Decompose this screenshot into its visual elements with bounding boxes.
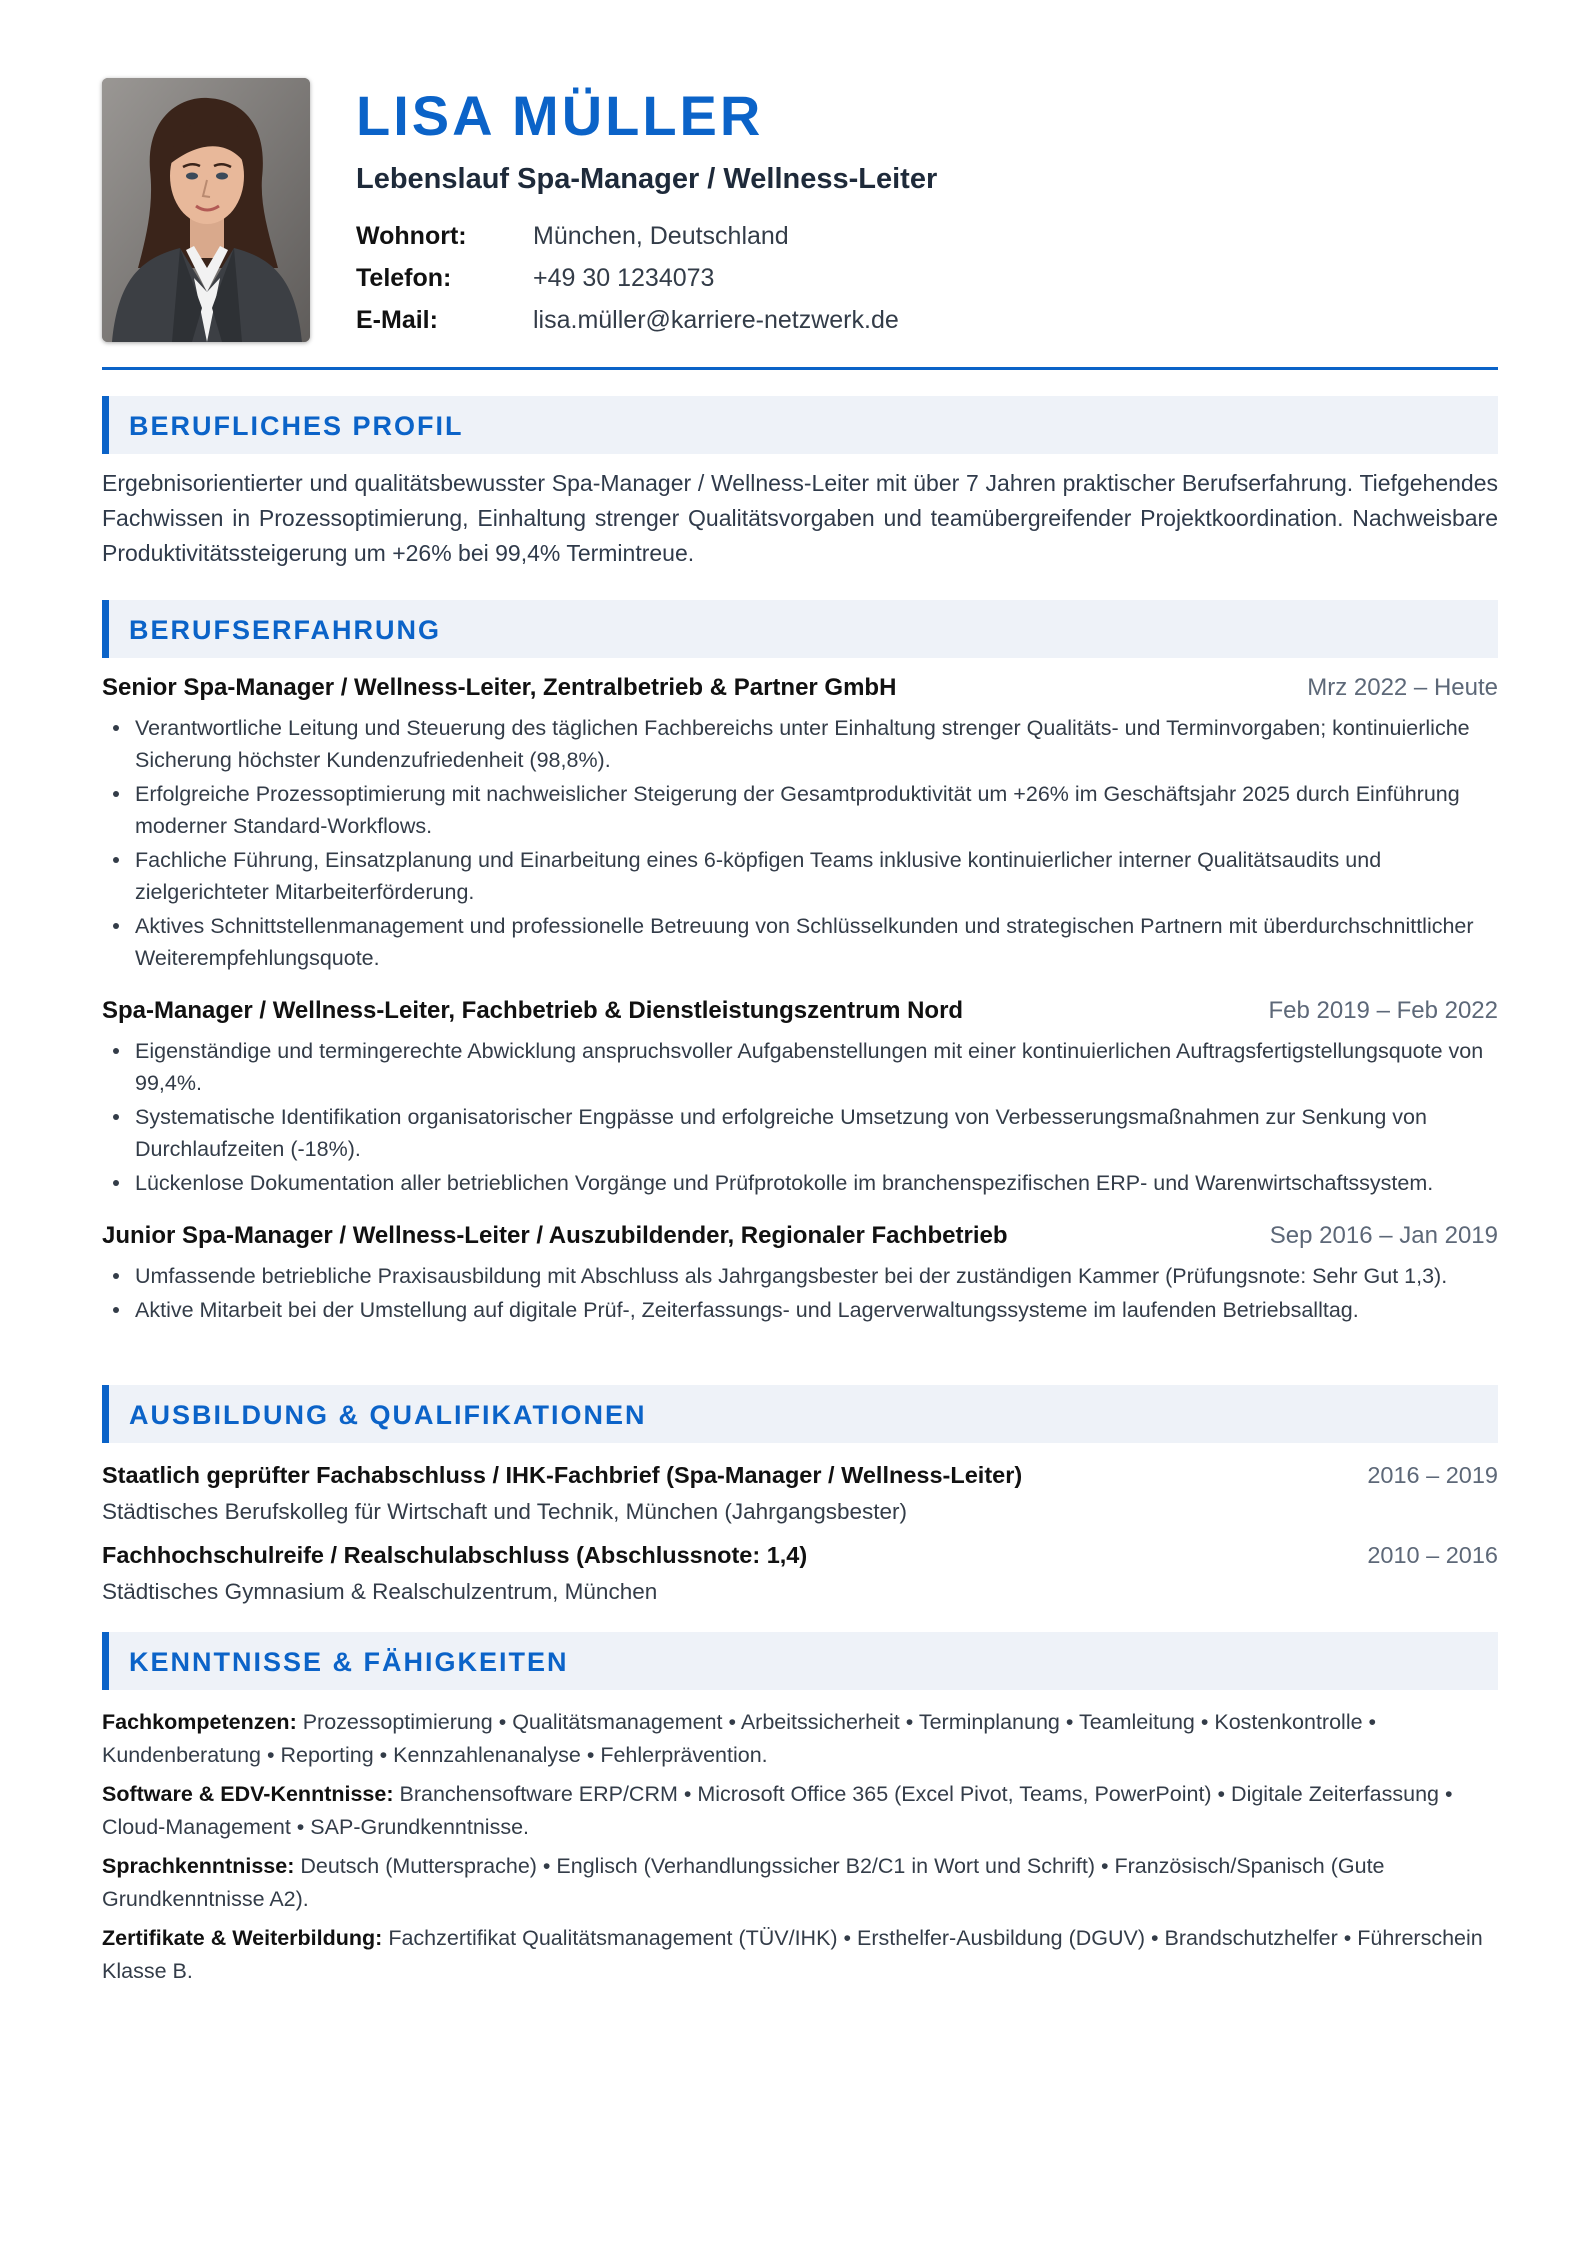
bullet-dot	[113, 1048, 119, 1054]
skill-text: Branchensoftware ERP/CRM • Microsoft Office 365 (Excel Pivot, Teams, PowerPoint) • Digitale Zeiterfassung • Cloud-Management • SAP-Grundkenntnisse.	[102, 1782, 1453, 1839]
education-institution: Städtisches Gymnasium & Realschulzentrum, München	[102, 1579, 658, 1604]
bullet-text: Aktive Mitarbeit bei der Umstellung auf digitale Prüf-, Zeiterfassungs- und Lagerverwaltungssysteme im laufenden Betriebsalltag.	[135, 1298, 1359, 1322]
bullet-dot	[113, 1307, 119, 1313]
bullet-text: Aktives Schnittstellenmanagement und professionelle Betreuung von Schlüsselkunden und strategischen Partnern mit überdurchschnittlicher Weiterempfehlungsquote.	[135, 914, 1474, 970]
contact-label: Telefon:	[356, 264, 452, 292]
job-date: Mrz 2022 – Heute	[1307, 674, 1498, 701]
section-header-experience	[102, 600, 1498, 658]
job-header	[102, 997, 1498, 1031]
skill-label: Zertifikate & Weiterbildung:	[102, 1926, 383, 1950]
job-bullets	[102, 1260, 1498, 1326]
job-title: Senior Spa-Manager / Wellness-Leiter, Zentralbetrieb & Partner GmbH	[102, 674, 897, 701]
bullet-dot	[113, 857, 119, 863]
job-header	[102, 1222, 1498, 1256]
education-title: Fachhochschulreife / Realschulabschluss (Abschlussnote: 1,4)	[102, 1542, 808, 1568]
skill-group	[102, 1922, 1498, 1988]
profile-photo	[102, 78, 310, 342]
bullet-dot	[113, 1114, 119, 1120]
bullet-item	[102, 1294, 1498, 1326]
education-title: Staatlich geprüfter Fachabschluss / IHK-Fachbrief (Spa-Manager / Wellness-Leiter)	[102, 1462, 1023, 1488]
job-entry	[102, 674, 1498, 976]
candidate-name: LISA MÜLLER	[356, 84, 764, 147]
bullet-item	[102, 712, 1498, 776]
skill-label: Software & EDV-Kenntnisse:	[102, 1782, 394, 1806]
job-date: Feb 2019 – Feb 2022	[1268, 997, 1498, 1024]
skill-group	[102, 1706, 1498, 1772]
section-header-education	[102, 1385, 1498, 1443]
skill-group	[102, 1778, 1498, 1844]
education-institution: Städtisches Berufskolleg für Wirtschaft und Technik, München (Jahrgangsbester)	[102, 1499, 907, 1524]
bullet-dot	[113, 923, 119, 929]
bullet-item	[102, 1101, 1498, 1165]
section-header-skills	[102, 1632, 1498, 1690]
skill-text: Fachzertifikat Qualitätsmanagement (TÜV/IHK) • Ersthelfer-Ausbildung (DGUV) • Brandschutzhelfer • Führerschein Klasse B.	[102, 1926, 1483, 1983]
bullet-dot	[113, 791, 119, 797]
bullet-dot	[113, 1273, 119, 1279]
bullet-dot	[113, 1180, 119, 1186]
bullet-item	[102, 1167, 1498, 1199]
bullet-text: Verantwortliche Leitung und Steuerung des täglichen Fachbereichs unter Einhaltung strenger Qualitäts- und Terminvorgaben; kontinuierliche Sicherung höchster Kundenzufriedenheit (98,8%).	[135, 716, 1470, 772]
bullet-text: Eigenständige und termingerechte Abwicklung anspruchsvoller Aufgabenstellungen mit einer kontinuierlichen Auftragsfertigstellungsquote von 99,4%.	[135, 1039, 1484, 1095]
resume-subtitle: Lebenslauf Spa-Manager / Wellness-Leiter	[356, 163, 938, 195]
job-title: Junior Spa-Manager / Wellness-Leiter / Auszubildender, Regionaler Fachbetrieb	[102, 1222, 1008, 1249]
skill-text: Prozessoptimierung • Qualitätsmanagement • Arbeitssicherheit • Terminplanung • Teamleitung • Kostenkontrolle • Kundenberatung • Reporting • Kennzahlenanalyse • Fehlerprävention.	[102, 1710, 1377, 1767]
job-bullets	[102, 712, 1498, 974]
job-bullets	[102, 1035, 1498, 1199]
bullet-item	[102, 1035, 1498, 1099]
bullet-text: Erfolgreiche Prozessoptimierung mit nachweislicher Steigerung der Gesamtproduktivität um +26% im Geschäftsjahr 2025 durch Einführung moderner Standard-Workflows.	[135, 782, 1460, 838]
job-title: Spa-Manager / Wellness-Leiter, Fachbetrieb & Dienstleistungszentrum Nord	[102, 997, 964, 1024]
bullet-item	[102, 778, 1498, 842]
bullet-text: Lückenlose Dokumentation aller betrieblichen Vorgänge und Prüfprotokolle im branchenspezifischen ERP- und Warenwirtschaftssystem.	[135, 1171, 1434, 1195]
section-header-profile	[102, 396, 1498, 454]
portrait-illustration	[102, 78, 310, 342]
job-header	[102, 674, 1498, 708]
bullet-item	[102, 910, 1498, 974]
section-title: KENNTNISSE & FÄHIGKEITEN	[129, 1647, 569, 1677]
bullet-dot	[113, 725, 119, 731]
bullet-text: Systematische Identifikation organisatorischer Engpässe und erfolgreiche Umsetzung von Verbesserungsmaßnahmen zur Senkung von Durchlaufzeiten (-18%).	[135, 1105, 1427, 1161]
bullet-text: Umfassende betriebliche Praxisausbildung mit Abschluss als Jahrgangsbester bei der zuständigen Kammer (Prüfungsnote: Sehr Gut 1,3).	[135, 1264, 1448, 1288]
skill-text: Deutsch (Muttersprache) • Englisch (Verhandlungssicher B2/C1 in Wort und Schrift) • Französisch/Spanisch (Gute Grundkenntnisse A2).	[102, 1854, 1385, 1911]
education-entry	[102, 1542, 1498, 1608]
education-date: 2010 – 2016	[1367, 1542, 1498, 1568]
education-entry	[102, 1462, 1498, 1528]
job-entry	[102, 997, 1498, 1201]
job-date: Sep 2016 – Jan 2019	[1269, 1222, 1498, 1249]
bullet-item	[102, 844, 1498, 908]
education-header	[102, 1462, 1498, 1496]
contact-label: E-Mail:	[356, 306, 438, 334]
contact-label: Wohnort:	[356, 222, 467, 250]
bullet-item	[102, 1260, 1498, 1292]
contact-value: lisa.müller@karriere-netzwerk.de	[533, 306, 899, 334]
section-title: AUSBILDUNG & QUALIFIKATIONEN	[129, 1400, 647, 1430]
header-divider	[102, 367, 1498, 370]
education-header	[102, 1542, 1498, 1576]
section-title: BERUFLICHES PROFIL	[129, 411, 464, 441]
contact-value: +49 30 1234073	[533, 264, 715, 292]
skill-label: Sprachkenntnisse:	[102, 1854, 295, 1878]
education-date: 2016 – 2019	[1367, 1462, 1498, 1488]
job-entry	[102, 1222, 1498, 1328]
profile-summary: Ergebnisorientierter und qualitätsbewusster Spa-Manager / Wellness-Leiter mit über 7 Jahren praktischer Berufserfahrung. Tiefgehendes Fachwissen in Prozessoptimierung, Einhaltung strenger Qualitätsvorgaben und teamübergreifender Projektkoordination. Nachweisbare Produktivitätssteigerung um +26% bei 99,4% Termintreue.	[102, 470, 1498, 566]
bullet-text: Fachliche Führung, Einsatzplanung und Einarbeitung eines 6-köpfigen Teams inklusive kontinuierlicher interner Qualitätsaudits und zielgerichteter Mitarbeiterförderung.	[135, 848, 1382, 904]
section-title: BERUFSERFAHRUNG	[129, 615, 442, 645]
contact-value: München, Deutschland	[533, 222, 789, 250]
skill-group	[102, 1850, 1498, 1916]
skill-label: Fachkompetenzen:	[102, 1710, 297, 1734]
